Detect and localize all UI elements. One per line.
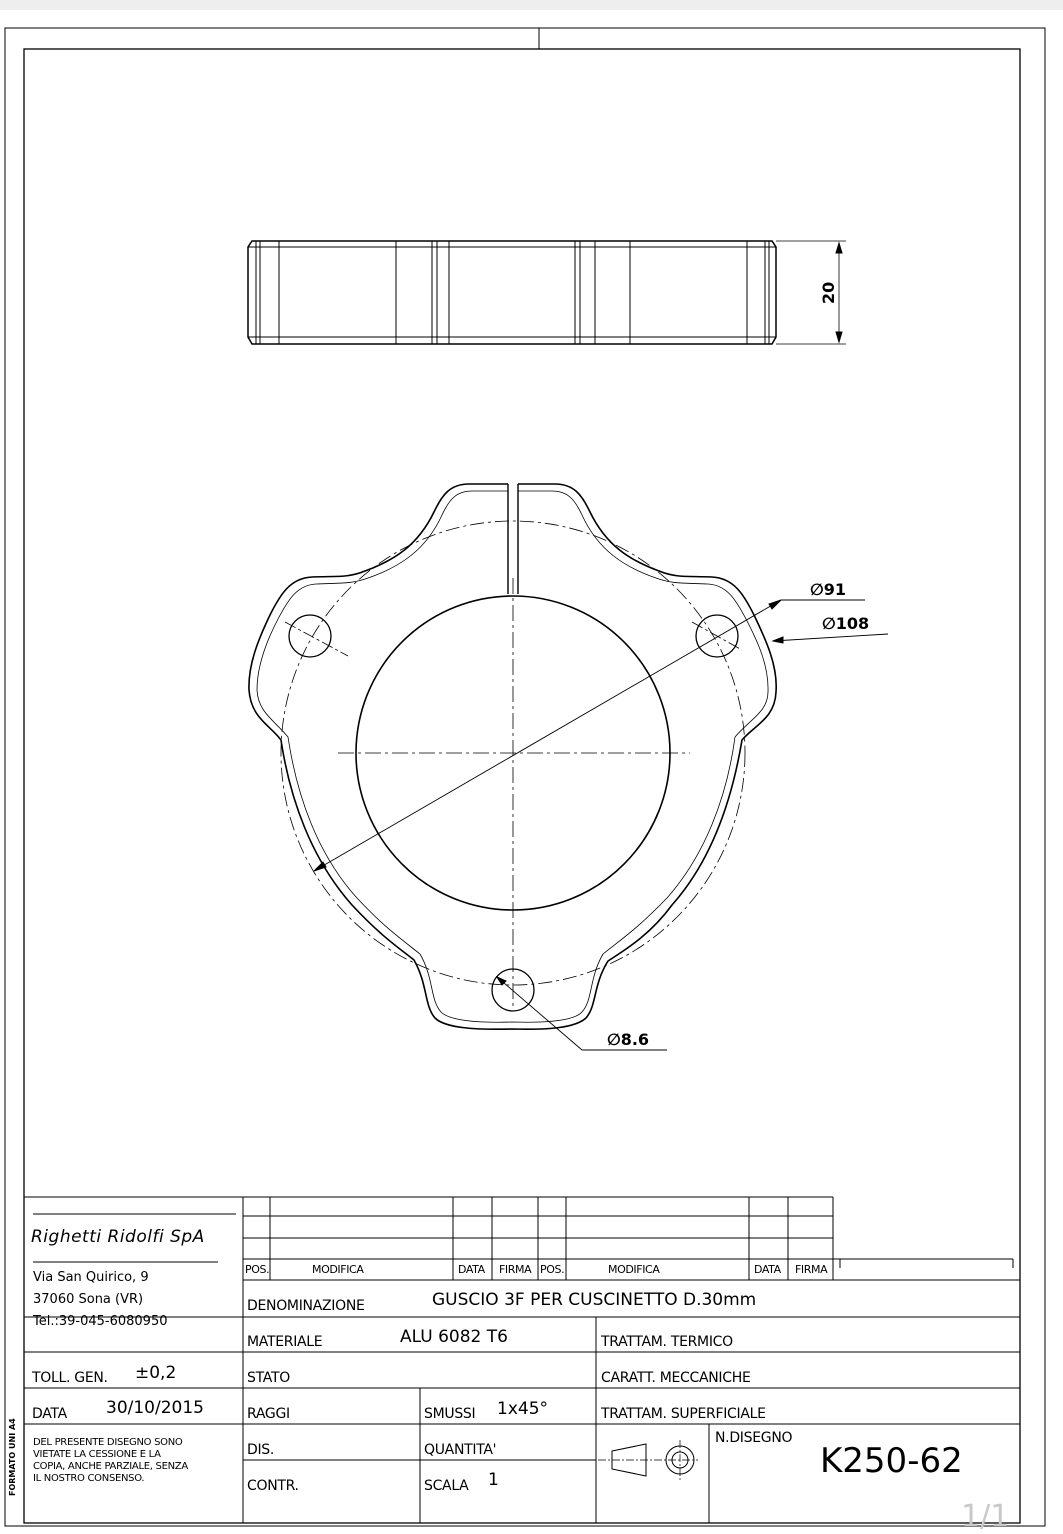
company-name: Righetti Ridolfi SpA xyxy=(31,1227,205,1247)
caratt-meccaniche-label: CARATT. MECCANICHE xyxy=(601,1370,751,1386)
trattam-termico-label: TRATTAM. TERMICO xyxy=(601,1334,733,1350)
company-phone: Tel.:39-045-6080950 xyxy=(33,1314,168,1329)
copyright-line-1: DEL PRESENTE DISEGNO SONO xyxy=(33,1437,183,1448)
rev-header-modifica: MODIFICA xyxy=(312,1263,364,1276)
dimension-height: 20 xyxy=(819,281,838,304)
rev-header-firma-2: FIRMA xyxy=(795,1263,828,1276)
drawing-number: K250-62 xyxy=(820,1441,963,1481)
smussi-label: SMUSSI xyxy=(424,1406,476,1422)
copyright-line-2: VIETATE LA CESSIONE E LA xyxy=(33,1449,161,1460)
denominazione-label: DENOMINAZIONE xyxy=(247,1298,365,1314)
data-value: 30/10/2015 xyxy=(106,1398,204,1418)
toll-gen-label: TOLL. GEN. xyxy=(32,1370,108,1386)
format-label: FORMATO UNI A4 xyxy=(8,1418,17,1496)
trattam-superficiale-label: TRATTAM. SUPERFICIALE xyxy=(601,1406,766,1422)
projection-symbol xyxy=(598,1440,698,1480)
dimension-bolt-circle: ∅91 xyxy=(810,580,846,599)
contr-label: CONTR. xyxy=(247,1478,299,1494)
rev-header-firma: FIRMA xyxy=(499,1263,532,1276)
company-address-street: Via San Quirico, 9 xyxy=(33,1270,149,1285)
rev-header-data: DATA xyxy=(458,1263,485,1276)
raggi-label: RAGGI xyxy=(247,1406,290,1422)
scala-value: 1 xyxy=(488,1470,499,1490)
dimension-hole-diameter: ∅8.6 xyxy=(607,1030,650,1049)
rev-header-data-2: DATA xyxy=(754,1263,781,1276)
n-disegno-label: N.DISEGNO xyxy=(715,1430,793,1446)
copyright-line-4: IL NOSTRO CONSENSO. xyxy=(33,1473,145,1484)
front-view xyxy=(249,484,888,1050)
smussi-value: 1x45° xyxy=(497,1399,549,1419)
materiale-label: MATERIALE xyxy=(247,1334,323,1350)
denominazione-value: GUSCIO 3F PER CUSCINETTO D.30mm xyxy=(432,1290,757,1310)
copyright-line-3: COPIA, ANCHE PARZIALE, SENZA xyxy=(33,1461,188,1472)
dimension-outer-diameter: ∅108 xyxy=(822,614,870,633)
rev-header-pos-2: POS. xyxy=(540,1263,565,1276)
toll-gen-value: ±0,2 xyxy=(135,1363,177,1383)
scala-label: SCALA xyxy=(424,1478,469,1494)
quantita-label: QUANTITA' xyxy=(424,1442,497,1458)
dis-label: DIS. xyxy=(247,1442,275,1458)
rev-header-pos: POS. xyxy=(245,1263,270,1276)
stato-label: STATO xyxy=(247,1370,290,1386)
side-view xyxy=(248,241,846,344)
materiale-value: ALU 6082 T6 xyxy=(400,1327,508,1347)
page-indicator: 1/1 xyxy=(961,1499,1010,1534)
data-label: DATA xyxy=(32,1406,67,1422)
company-address-city: 37060 Sona (VR) xyxy=(33,1292,144,1307)
rev-header-modifica-2: MODIFICA xyxy=(608,1263,660,1276)
